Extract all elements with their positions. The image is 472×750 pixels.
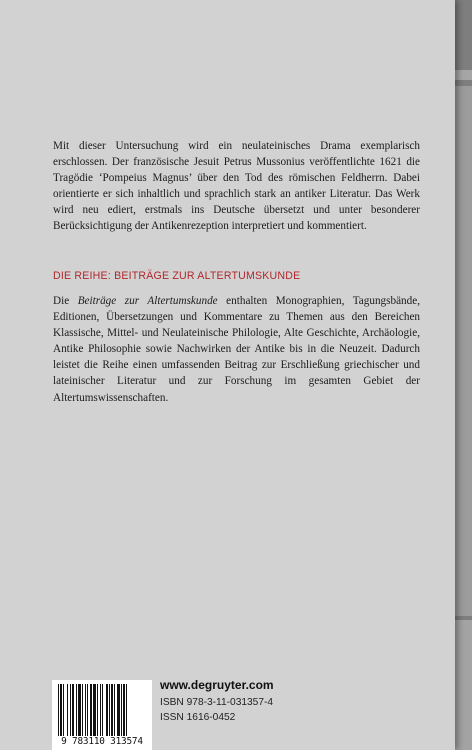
barcode-digits: 9 783110 313574 [61, 736, 143, 747]
publisher-url: www.degruyter.com [160, 678, 274, 692]
series-title: Beiträge zur Altertumskunde [77, 295, 218, 307]
series-text: enthalten Monographien, Tagungsbände, Editionen, Übersetzungen und Kommentare zu Themen aus den Bereichen Klassische, Mittel- und Neulateinische Philologie, Alte Geschichte, Archäologie, Antike Philosophie sowie Nachwirken der Antike bis in die Neuzeit. Dadurch leistet die Reihe einen umfassenden Beitrag zur Erschließung griechischer und lateinischer Literatur und zur Forschung im gesamten Gebiet der Altertumswissenschaften. [53, 295, 420, 404]
barcode-bar [126, 684, 127, 736]
barcode-bar [114, 684, 115, 736]
barcode-bars [58, 684, 146, 736]
barcode-bar [58, 684, 59, 736]
series-paragraph [53, 293, 420, 406]
background-strip [455, 86, 472, 616]
isbn: ISBN 978-3-11-031357-4 [160, 697, 274, 708]
background-strip [455, 70, 472, 80]
issn: ISSN 1616-0452 [160, 712, 236, 723]
barcode-bar [72, 684, 74, 736]
barcode-bar [70, 684, 71, 736]
barcode-bar [90, 684, 92, 736]
barcode-bar [60, 684, 62, 736]
barcode-bar [117, 684, 120, 736]
barcode-bar [82, 684, 83, 736]
barcode-bar [97, 684, 98, 736]
barcode-bar [121, 684, 122, 736]
barcode-bar [87, 684, 88, 736]
series-heading: DIE REIHE: BEITRÄGE ZUR ALTERTUMSKUNDE [53, 270, 301, 282]
barcode [52, 680, 152, 750]
barcode-bar [67, 684, 68, 736]
barcode-bar [76, 684, 77, 736]
barcode-bar [106, 684, 108, 736]
barcode-bar [102, 684, 103, 736]
barcode-bar [123, 684, 125, 736]
barcode-bar [93, 684, 96, 736]
barcode-bar [109, 684, 110, 736]
barcode-bar [111, 684, 113, 736]
barcode-bar [78, 684, 81, 736]
barcode-bar [63, 684, 64, 736]
description-paragraph: Mit dieser Untersuchung wird ein neulateinisches Drama exemplarisch erschlossen. Der französische Jesuit Petrus Mussonius veröffentlichte 1621 die Tragödie ‘Pompeius Magnus’ über den Tod des römischen Feldherrn. Dabei orientierte er sich inhaltlich und sprachlich stark an antiker Literatur. Das Werk wird neu ediert, erstmals ins Deutsche übersetzt und unter besonderer Berücksichtigung der Antikenrezeption interpretiert und kommentiert. [53, 140, 420, 233]
barcode-bar [85, 684, 86, 736]
background-strip [455, 620, 472, 750]
barcode-bar [100, 684, 101, 736]
series-intro: Die [53, 295, 78, 307]
